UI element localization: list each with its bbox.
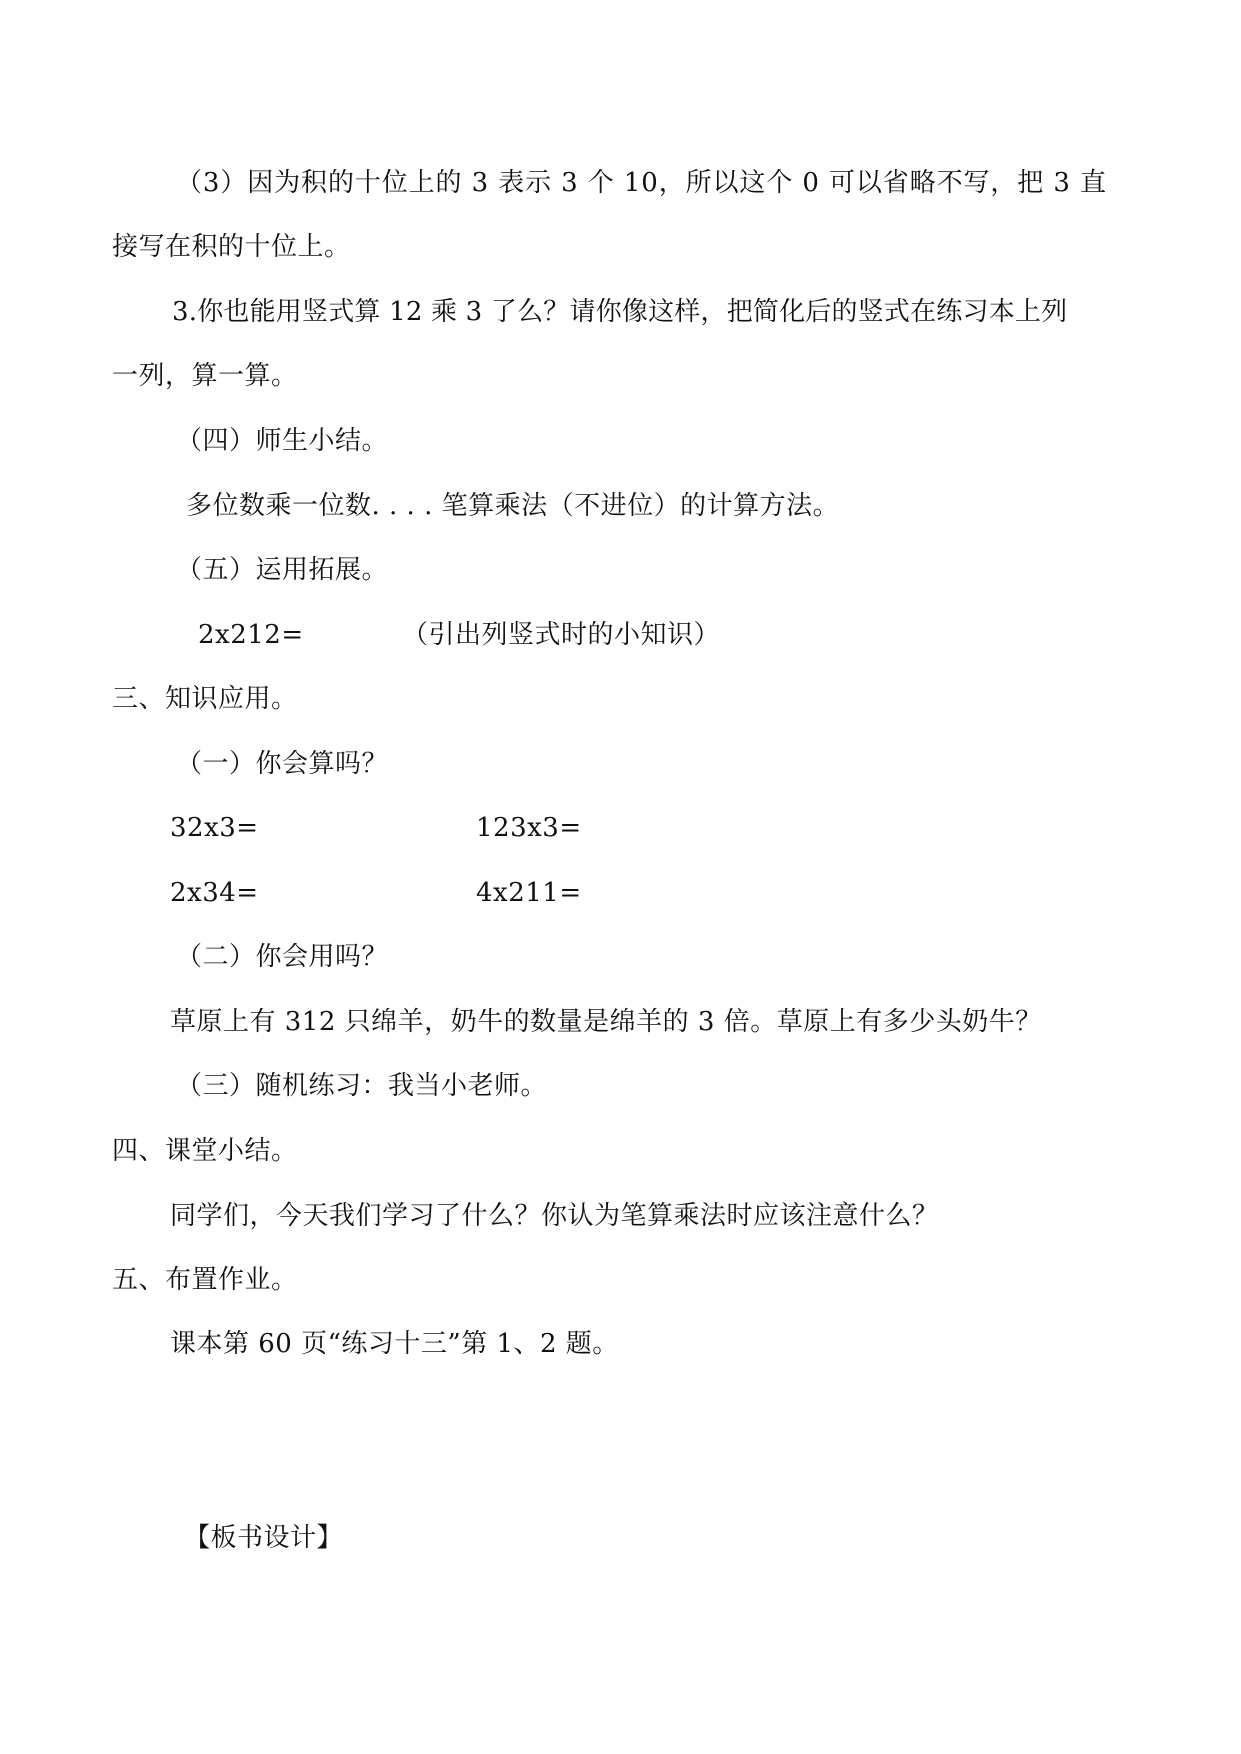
section-heading: （四）师生小结。 [176, 426, 389, 456]
paragraph-line: 多位数乘一位数. . . . 笔算乘法（不进位）的计算方法。 [186, 491, 840, 521]
math-exercise: 2x212= [198, 620, 304, 650]
board-design-heading: 【板书设计】 [184, 1523, 344, 1553]
section-heading: （五）运用拓展。 [176, 555, 389, 585]
exercise-note: （引出列竖式时的小知识） [402, 620, 721, 650]
paragraph-line: 一列，算一算。 [112, 361, 298, 391]
section-heading: （二）你会用吗？ [176, 942, 389, 972]
section-heading: （三）随机练习：我当小老师。 [176, 1071, 548, 1101]
math-exercise: 32x3= [170, 813, 259, 843]
math-exercise: 2x34= [170, 878, 259, 908]
word-problem: 草原上有 312 只绵羊，奶牛的数量是绵羊的 3 倍。草原上有多少头奶牛？ [170, 1007, 1042, 1037]
section-heading: 五、布置作业。 [112, 1265, 298, 1295]
section-heading: （一）你会算吗？ [176, 749, 389, 779]
paragraph-line: 同学们，今天我们学习了什么？你认为笔算乘法时应该注意什么？ [170, 1201, 939, 1231]
homework-line: 课本第 60 页“练习十三”第 1、2 题。 [170, 1329, 619, 1359]
paragraph-line: 3.你也能用竖式算 12 乘 3 了么？请你像这样，把简化后的竖式在练习本上列 [172, 297, 1068, 327]
math-exercise: 123x3= [476, 813, 582, 843]
math-exercise: 4x211= [476, 878, 582, 908]
section-heading: 三、知识应用。 [112, 684, 298, 714]
paragraph-line: 接写在积的十位上。 [112, 232, 351, 262]
paragraph-line: （3）因为积的十位上的 3 表示 3 个 10，所以这个 0 可以省略不写，把 3 直 [176, 168, 1107, 198]
section-heading: 四、课堂小结。 [112, 1136, 298, 1166]
